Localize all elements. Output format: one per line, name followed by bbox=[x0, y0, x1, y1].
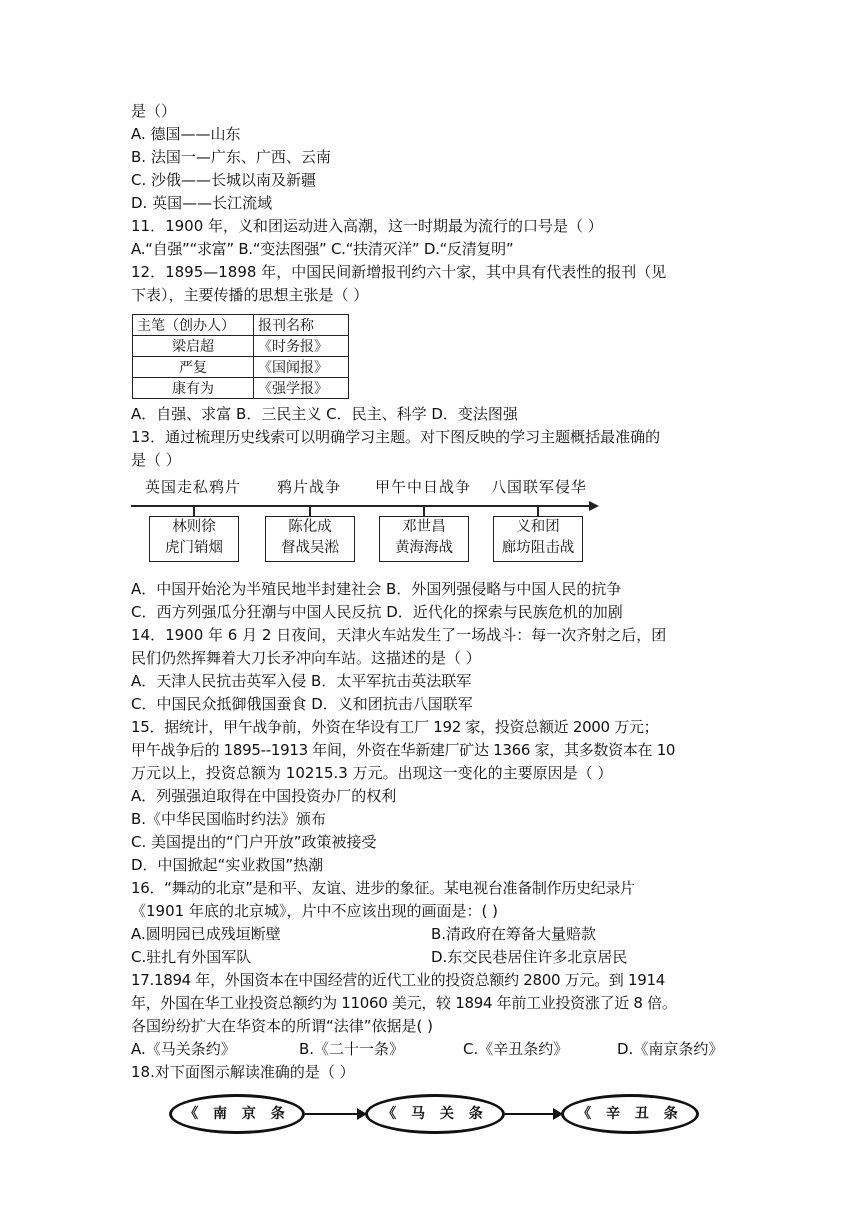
flow-arrow bbox=[305, 1113, 357, 1115]
option-line: C. 沙俄——长城以南及新疆 bbox=[131, 171, 317, 189]
text-line: 是（） bbox=[131, 102, 177, 120]
table-cell: 梁启超 bbox=[133, 336, 254, 357]
question-11: 11．1900 年，义和团运动进入高潮，这一时期最为流行的口号是（ ） bbox=[131, 217, 603, 235]
question-13: 13．通过梳理历史线索可以明确学习主题。对下图反映的学习主题概括最准确的 bbox=[131, 428, 661, 446]
treaty-oval: 《 南 京 条 bbox=[169, 1094, 305, 1134]
question-13-options: A．中国开始沦为半殖民地半封建社会 B．外国列强侵略与中国人民的抗争 bbox=[131, 580, 622, 598]
timeline-event-box bbox=[149, 516, 239, 562]
flow-arrow bbox=[505, 1113, 553, 1115]
question-17-options bbox=[131, 1038, 731, 1061]
question-14-options: C．中国民众抵御俄国蚕食 D．义和团抗击八国联军 bbox=[131, 695, 473, 713]
table-cell: 《国闻报》 bbox=[254, 357, 349, 378]
question-block-bottom bbox=[131, 578, 731, 923]
timeline-event-box bbox=[265, 516, 355, 562]
option-line: B. 法国一—广东、广西、云南 bbox=[131, 148, 331, 166]
question-17-cont: 年，外国在华工业投资总额约为 11060 美元，较 1894 年前工业投资涨了近 8 倍。 bbox=[131, 994, 677, 1012]
question-16-options bbox=[131, 923, 731, 969]
timeline-box-line: 邓世昌 bbox=[402, 519, 446, 535]
timeline-event-box bbox=[493, 516, 583, 562]
question-15: 15．据统计，甲午战争前，外资在华设有工厂 192 家，投资总额近 2000 万元； bbox=[131, 718, 659, 736]
question-13-options: C．西方列强瓜分狂潮与中国人民反抗 D．近代化的探索与民族危机的加剧 bbox=[131, 603, 623, 621]
question-14-cont: 民们仍然挥舞着大刀长矛冲向车站。这描述的是（ ） bbox=[131, 649, 481, 667]
table-row bbox=[133, 357, 349, 378]
option-line: B.《中华民国临时约法》颁布 bbox=[131, 810, 327, 828]
treaty-oval: 《 辛 丑 条 bbox=[561, 1094, 699, 1134]
option: A.《马关条约》 bbox=[131, 1040, 236, 1058]
document-page bbox=[131, 100, 731, 1154]
question-15-cont: 甲午战争后的 1895--1913 年间，外资在华新建厂矿达 1366 家，其多数资本在 10 bbox=[131, 741, 676, 759]
table-header-cell: 主笔（创办人） bbox=[133, 315, 254, 336]
option: D.东交民巷居住许多北京居民 bbox=[431, 948, 628, 966]
history-timeline bbox=[131, 476, 731, 574]
option-line: D．中国掀起“实业救国”热潮 bbox=[131, 856, 324, 874]
option: A.圆明园已成残垣断壁 bbox=[131, 925, 281, 943]
timeline-box-line: 义和团 bbox=[516, 519, 560, 535]
question-12-cont: 下表），主要传播的思想主张是（ ） bbox=[131, 286, 369, 304]
question-12: 12．1895—1898 年，中国民间新增报刊约六十家，其中具有代表性的报刊（见 bbox=[131, 263, 667, 281]
question-13-cont: 是（ ） bbox=[131, 451, 181, 469]
timeline-box-line: 林则徐 bbox=[172, 519, 216, 535]
timeline-event-label: 鸦片战争 bbox=[277, 478, 342, 496]
option-row bbox=[131, 923, 731, 946]
question-17-block bbox=[131, 969, 731, 1084]
table-header-row bbox=[133, 315, 349, 336]
table-header-cell: 报刊名称 bbox=[254, 315, 349, 336]
table-cell: 康有为 bbox=[133, 378, 254, 399]
question-14: 14．1900 年 6 月 2 日夜间，天津火车站发生了一场战斗：每一次齐射之后，团 bbox=[131, 626, 667, 644]
option: C.驻扎有外国军队 bbox=[131, 948, 252, 966]
option: B.清政府在筹备大量赔款 bbox=[431, 925, 597, 943]
question-block-top bbox=[131, 100, 731, 307]
timeline-event-label: 甲午中日战争 bbox=[375, 478, 472, 496]
question-block-mid bbox=[131, 403, 731, 472]
question-14-options: A．天津人民抗击英军入侵 B．太平军抗击英法联军 bbox=[131, 672, 472, 690]
table-cell: 《时务报》 bbox=[254, 336, 349, 357]
timeline-box-line: 虎门销烟 bbox=[165, 540, 223, 556]
timeline-arrowhead bbox=[589, 501, 599, 511]
timeline-box-line: 陈化成 bbox=[288, 519, 332, 535]
treaty-oval: 《 马 关 条 bbox=[365, 1094, 505, 1134]
question-16-cont: 《1901 年底的北京城》，片中不应该出现的画面是：( ) bbox=[131, 902, 498, 920]
table-row bbox=[133, 378, 349, 399]
question-15-cont: 万元以上，投资总额为 10215.3 万元。出现这一变化的主要原因是（ ） bbox=[131, 764, 613, 782]
question-17: 17.1894 年，外国资本在中国经营的近代工业的投资总额约 2800 万元。到 1914 bbox=[131, 971, 665, 989]
option: C.《辛丑条约》 bbox=[463, 1040, 569, 1058]
question-16: 16．“舞动的北京”是和平、友谊、进步的象征。某电视台准备制作历史纪录片 bbox=[131, 879, 635, 897]
option-line: A. 德国——山东 bbox=[131, 125, 241, 143]
timeline-axis bbox=[131, 505, 593, 507]
timeline-box-line: 黄海海战 bbox=[395, 540, 453, 556]
option: B.《二十一条》 bbox=[299, 1040, 405, 1058]
question-12-options: A．自强、求富 B．三民主义 C．民主、科学 D．变法图强 bbox=[131, 405, 518, 423]
option-line: C. 美国提出的“门户开放”政策被接受 bbox=[131, 833, 377, 851]
table-row bbox=[133, 336, 349, 357]
timeline-event-label: 英国走私鸦片 bbox=[145, 478, 242, 496]
timeline-box-line: 督战吴淞 bbox=[281, 540, 339, 556]
timeline-event-box bbox=[379, 516, 469, 562]
question-18: 18.对下面图示解读准确的是（ ） bbox=[131, 1063, 355, 1081]
treaty-flow-diagram bbox=[131, 1094, 731, 1154]
table-cell: 《强学报》 bbox=[254, 378, 349, 399]
option-line: A．列强强迫取得在中国投资办厂的权利 bbox=[131, 787, 397, 805]
table-cell: 严复 bbox=[133, 357, 254, 378]
newspaper-table bbox=[132, 314, 349, 399]
option-row bbox=[131, 946, 731, 969]
option-line: D. 英国——长江流域 bbox=[131, 194, 273, 212]
question-17-cont: 各国纷纷扩大在华资本的所谓“法律”依据是( ) bbox=[131, 1017, 434, 1035]
timeline-event-label: 八国联军侵华 bbox=[491, 478, 588, 496]
question-11-options: A.“自强”“求富” B.“变法图强” C.“扶清灭洋” D.“反清复明” bbox=[131, 240, 514, 258]
timeline-box-line: 廊坊阻击战 bbox=[501, 540, 575, 556]
option: D.《南京条约》 bbox=[617, 1040, 724, 1058]
